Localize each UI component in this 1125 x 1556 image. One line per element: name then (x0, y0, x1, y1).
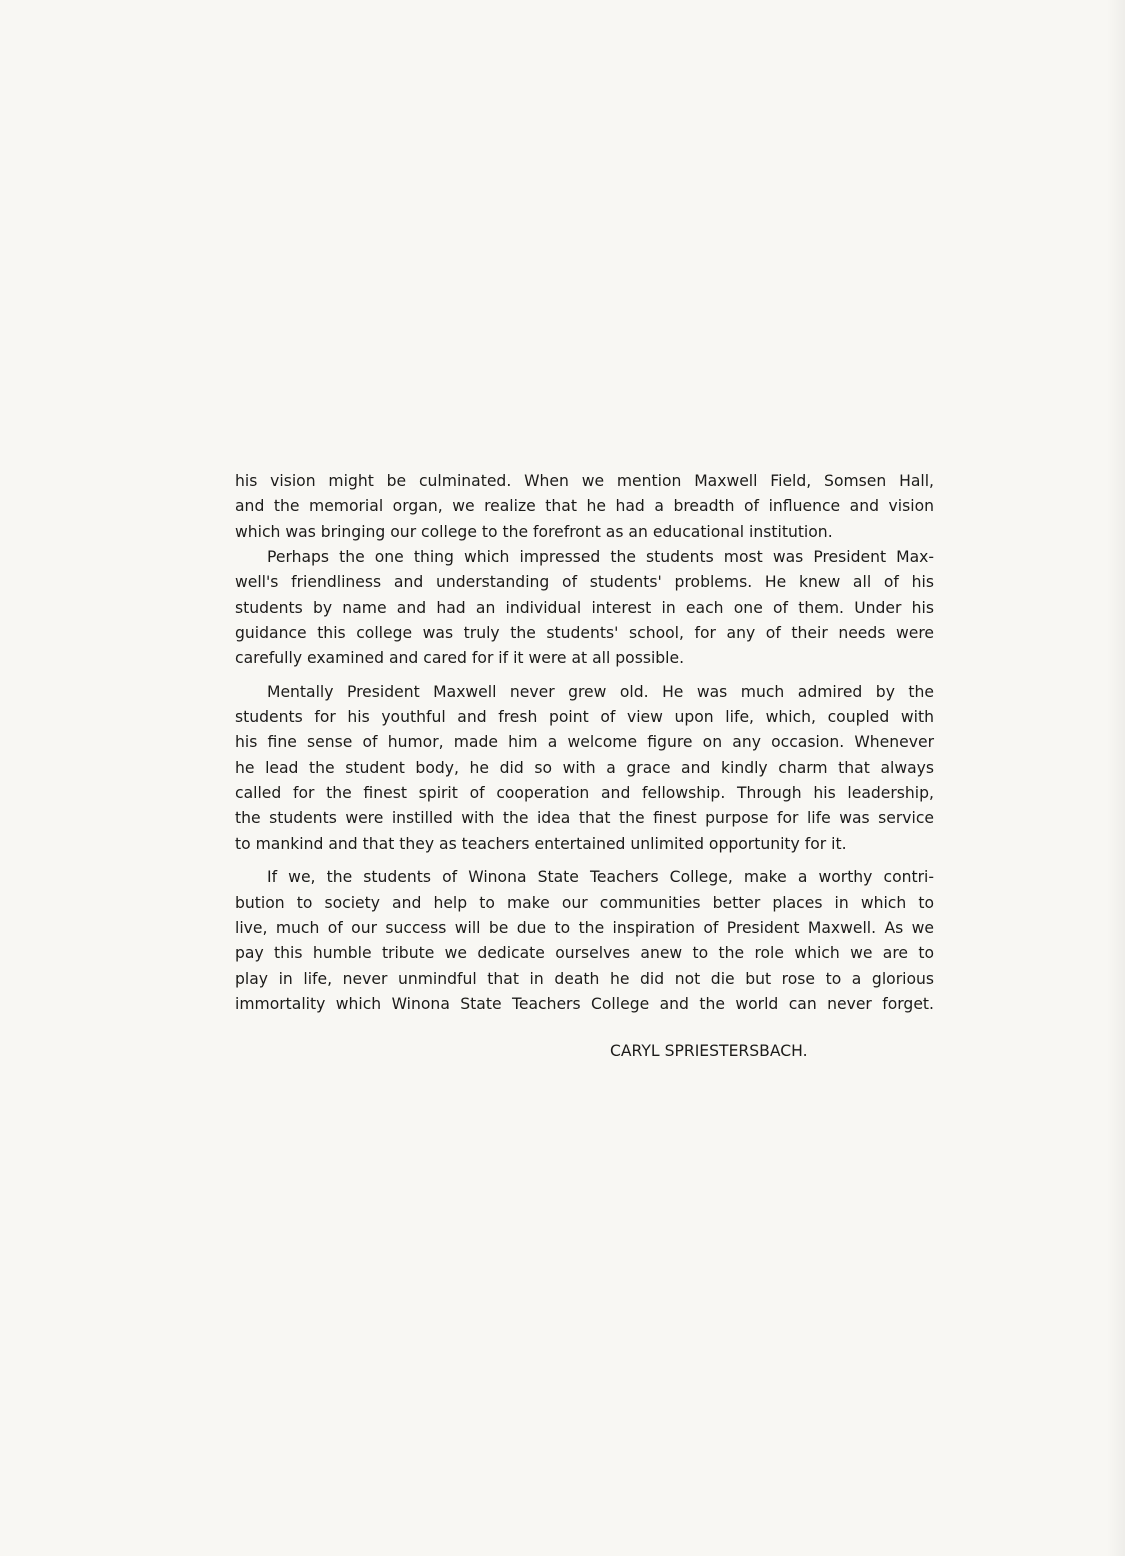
text-line: guidance this college was truly the students' school, for any of their needs were (235, 624, 934, 643)
page-edge-shadow (1107, 0, 1125, 1556)
text-line: carefully examined and cared for if it were at all possible. (235, 649, 685, 668)
text-line: students for his youthful and fresh point of view upon life, which, coupled with (235, 708, 934, 727)
tribute-text (235, 469, 934, 1017)
text-line: Perhaps the one thing which impressed the students most was President Max- (267, 548, 934, 567)
text-line: his fine sense of humor, made him a welcome figure on any occasion. Whenever (235, 733, 934, 752)
text-line: which was bringing our college to the forefront as an educational institution. (235, 522, 833, 541)
text-line: to mankind and that they as teachers entertained unlimited opportunity for it. (235, 834, 847, 853)
paragraph-spacer (235, 672, 934, 680)
text-line: he lead the student body, he did so with a grace and kindly charm that always (235, 758, 934, 777)
paragraph-spacer (235, 857, 934, 865)
paragraph (235, 545, 934, 672)
text-line: If we, the students of Winona State Teachers College, make a worthy contri- (267, 868, 934, 887)
text-line: his vision might be culminated. When we mention Maxwell Field, Somsen Hall, (235, 472, 934, 490)
author-signature: CARYL SPRIESTERSBACH. (610, 1042, 808, 1060)
text-line: and the memorial organ, we realize that he had a breadth of influence and vision (235, 497, 934, 516)
text-line: immortality which Winona State Teachers College and the world can never forget. (235, 994, 934, 1013)
text-line: called for the finest spirit of cooperation and fellowship. Through his leadership, (235, 784, 934, 803)
paragraph (235, 865, 934, 1017)
text-line: bution to society and help to make our communities better places in which to (235, 893, 934, 912)
text-line: Mentally President Maxwell never grew old. He was much admired by the (267, 682, 934, 701)
text-line: the students were instilled with the idea that the finest purpose for life was service (235, 809, 934, 828)
text-line: pay this humble tribute we dedicate ourselves anew to the role which we are to (235, 944, 934, 963)
text-line: play in life, never unmindful that in death he did not die but rose to a glorious (235, 969, 934, 988)
paragraph (235, 680, 934, 857)
text-line: students by name and had an individual interest in each one of them. Under his (235, 598, 934, 617)
paragraph (235, 469, 934, 545)
text-line: well's friendliness and understanding of students' problems. He knew all of his (235, 573, 934, 592)
text-line: live, much of our success will be due to the inspiration of President Maxwell. As we (235, 918, 934, 937)
